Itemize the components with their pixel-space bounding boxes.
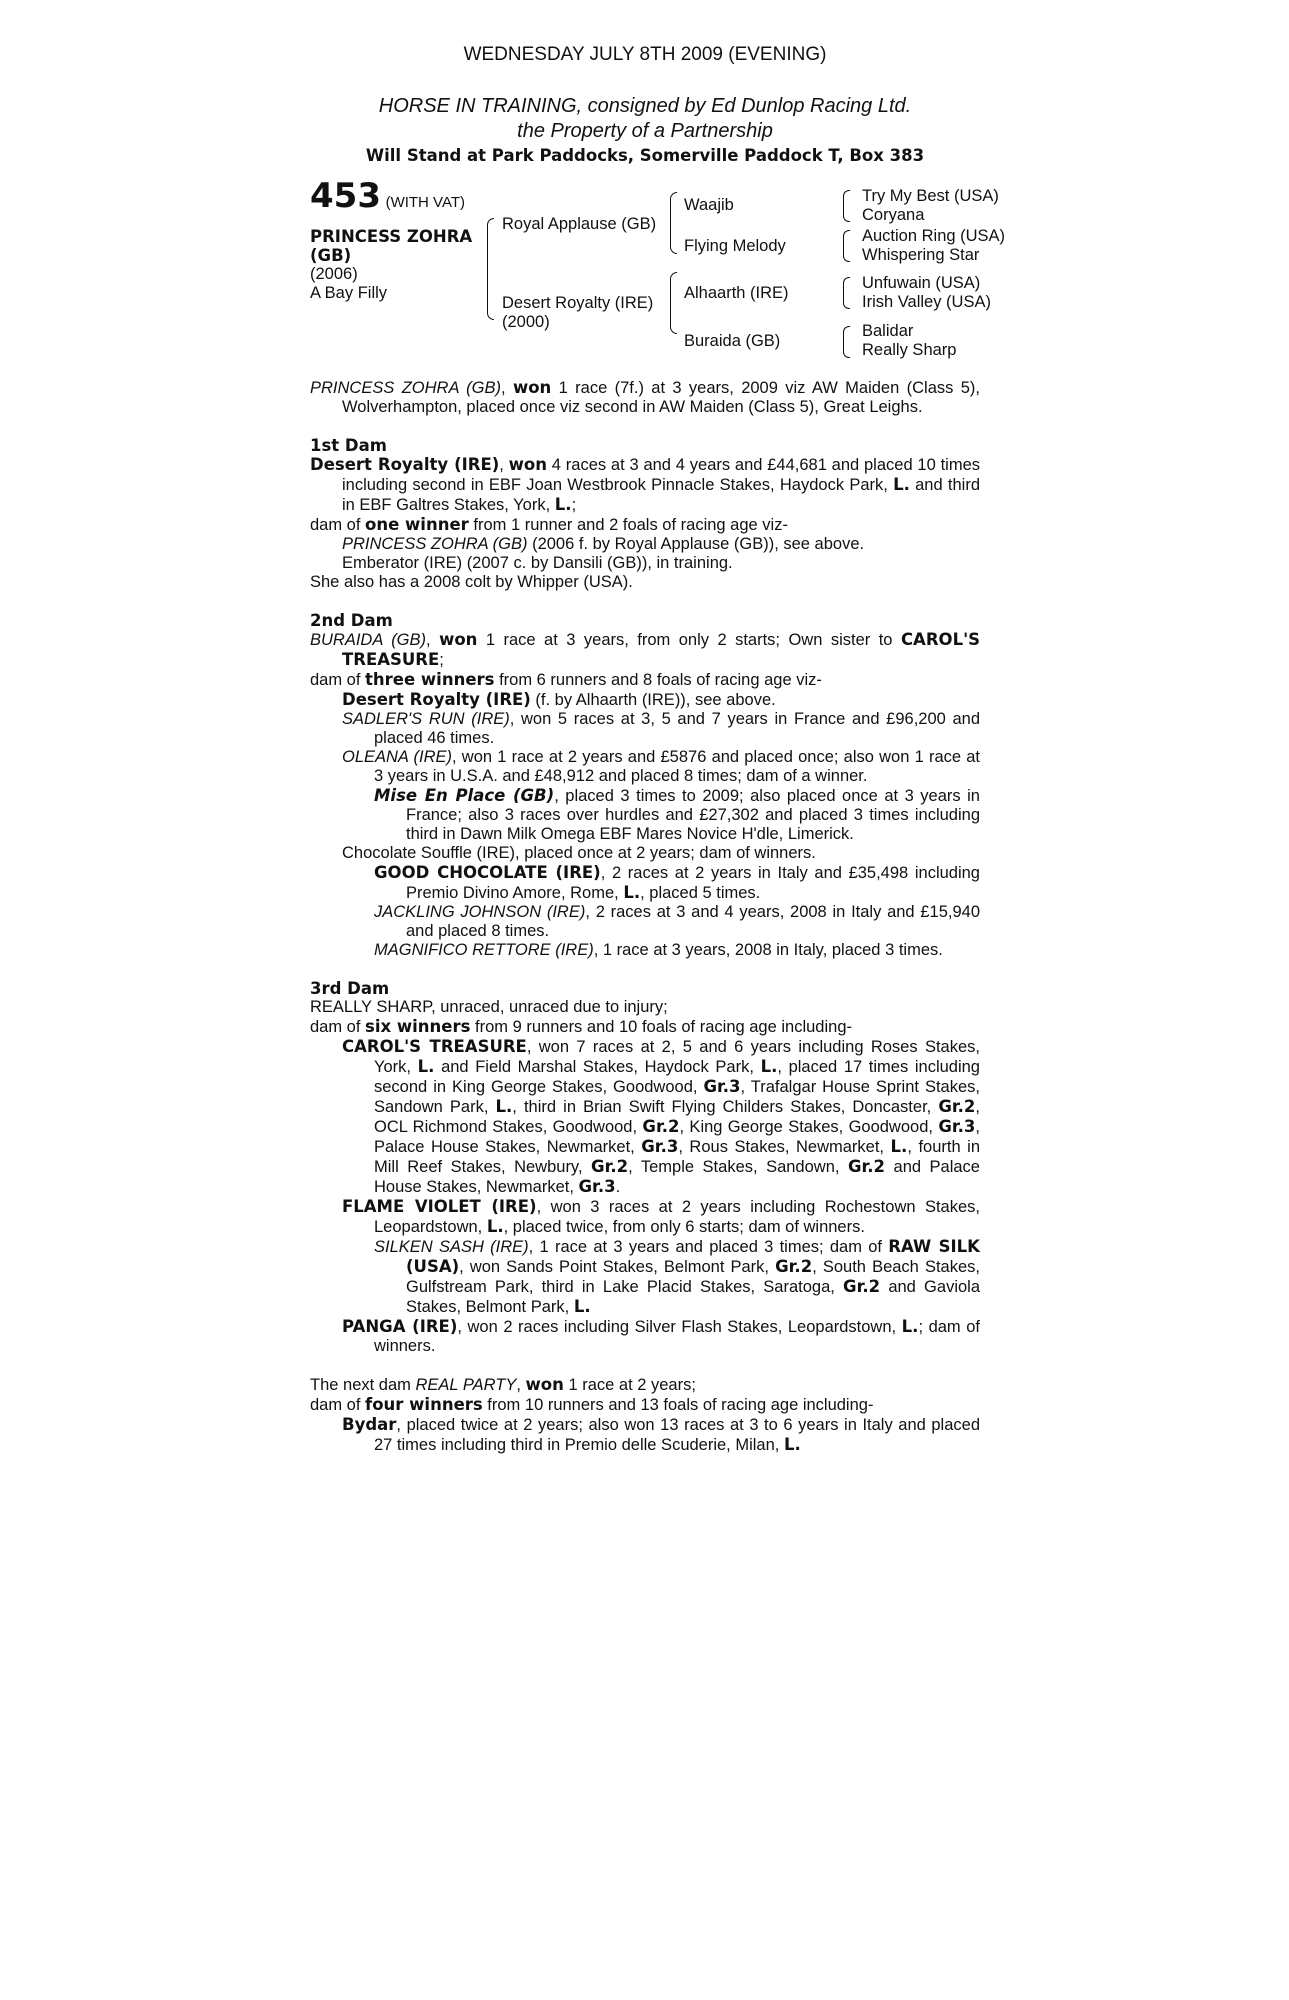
consignor-line: HORSE IN TRAINING, consigned by Ed Dunlop Racing Ltd. (378, 95, 912, 117)
second-dam-record: BURAIDA (GB), won 1 race at 3 years, from only 2 starts; Own sister to CAROL'S TREASURE; (310, 630, 981, 669)
pedigree-brace-7 (843, 326, 850, 358)
next-dam-record: The next dam REAL PARTY, won 1 race at 2 years; (310, 1375, 696, 1394)
sale-date: WEDNESDAY JULY 8TH 2009 (EVENING) (463, 44, 827, 65)
first-dam-heading: 1st Dam (310, 436, 387, 455)
ggp-3: Auction Ring (USA) (862, 227, 1006, 245)
second-dam-grand-progeny-4: MAGNIFICO RETTORE (IRE), 1 race at 3 years, 2008 in Italy, placed 3 times. (374, 941, 943, 959)
horse-name-line2: (GB) (310, 246, 352, 265)
pedigree-brace-6 (843, 277, 850, 309)
second-dam-grand-progeny-2: GOOD CHOCOLATE (IRE), 2 races at 2 years in Italy and £35,498 including Premio Divino Amore, Rome, L., placed 5 times. (374, 863, 980, 902)
third-dam-progeny-1: CAROL'S TREASURE, won 7 races at 2, 5 and 6 years including Roses Stakes, York, L. and Field Marshal Stakes, Haydock Park, L., placed 17 times including second in King George Stakes, Goodwood, Gr.3, Trafalgar House Sprint Stakes, Sandown Park, L., third in Brian Swift Flying Childers Stakes, Doncaster, Gr.2, OCL Richmond Stakes, Goodwood, Gr.2, King George Stakes, Goodwood, Gr.3, Palace House Stakes, Newmarket, Gr.3, Rous Stakes, Newmarket, L., fourth in Mill Reef Stakes, Newbury, Gr.2, Temple Stakes, Sandown, Gr.2 and Palace House Stakes, Newmarket, Gr.3. (342, 1037, 980, 1196)
vat-note: (WITH VAT) (385, 194, 466, 211)
ggp-1: Try My Best (USA) (862, 187, 999, 205)
third-dam-produce: dam of six winners from 9 runners and 10 foals of racing age including- (310, 1017, 852, 1036)
ggp-8: Really Sharp (862, 341, 957, 359)
third-dam-progeny-3: PANGA (IRE), won 2 races including Silver Flash Stakes, Leopardstown, L.; dam of winners. (342, 1317, 980, 1355)
dam: Desert Royalty (IRE) (502, 294, 654, 312)
property-line: the Property of a Partnership (517, 120, 773, 142)
race-record: PRINCESS ZOHRA (GB), won 1 race (7f.) at 3 years, 2009 viz AW Maiden (Class 5), Wolverhampton, placed once viz second in AW Maiden (Class 5), Great Leighs. (310, 378, 980, 416)
second-dam-produce: dam of three winners from 6 runners and 8 foals of racing age viz- (310, 670, 822, 689)
horse-year: (2006) (310, 265, 358, 283)
second-dam-heading: 2nd Dam (310, 611, 393, 630)
ggp-5: Unfuwain (USA) (862, 274, 981, 292)
second-dam-progeny-4: Chocolate Souffle (IRE), placed once at 2 years; dam of winners. (342, 844, 816, 862)
pedigree-brace-1 (487, 218, 494, 320)
second-dam-grand-progeny-1: Mise En Place (GB), placed 3 times to 2009; also placed once at 3 years in France; also 3 races over hurdles and £27,302 and placed 3 times including third in Dawn Milk Omega EBF Mares Novice H'dle, Limerick. (374, 786, 980, 843)
first-dam-progeny-2: Emberator (IRE) (2007 c. by Dansili (GB)), in training. (342, 554, 733, 572)
second-dam-progeny-2: SADLER'S RUN (IRE), won 5 races at 3, 5 and 7 years in France and £96,200 and placed 46 times. (342, 710, 980, 747)
catalogue-body (310, 378, 980, 1455)
sire-dam: Flying Melody (684, 237, 786, 255)
third-dam-heading: 3rd Dam (310, 979, 390, 998)
sire-sire: Waajib (684, 196, 734, 214)
dam-dam: Buraida (GB) (684, 332, 781, 350)
stand-line: Will Stand at Park Paddocks, Somerville Paddock T, Box 383 (365, 146, 925, 165)
third-dam-record: REALLY SHARP, unraced, unraced due to injury; (310, 998, 668, 1016)
first-dam-record: Desert Royalty (IRE), won 4 races at 3 and 4 years and £44,681 and placed 10 times including second in EBF Joan Westbrook Pinnacle Stakes, Haydock Park, L. and third in EBF Galtres Stakes, York, L.; (310, 455, 981, 514)
next-dam-progeny-1: Bydar, placed twice at 2 years; also won 13 races at 3 to 6 years in Italy and placed 27 times including third in Premio delle Scuderie, Milan, L. (342, 1415, 980, 1454)
dam-sire: Alhaarth (IRE) (684, 284, 789, 302)
horse-name-line1: PRINCESS ZOHRA (310, 227, 473, 246)
sire: Royal Applause (GB) (502, 215, 657, 233)
second-dam-progeny-1: Desert Royalty (IRE) (f. by Alhaarth (IRE)), see above. (342, 690, 776, 709)
pedigree-brace-5 (843, 230, 850, 262)
lot-block (310, 176, 466, 216)
third-dam-progeny-2: FLAME VIOLET (IRE), won 3 races at 2 years including Rochestown Stakes, Leopardstown, L., placed twice, from only 6 starts; dam of winners. (342, 1197, 980, 1236)
ggp-7: Balidar (862, 322, 914, 340)
first-dam-also: She also has a 2008 colt by Whipper (USA). (310, 573, 633, 591)
ggp-2: Coryana (862, 206, 925, 224)
horse-description: A Bay Filly (310, 284, 388, 302)
pedigree-brace-4 (843, 190, 850, 222)
pedigree-brace-2 (670, 192, 677, 254)
third-dam-grand-progeny-1: SILKEN SASH (IRE), 1 race at 3 years and placed 3 times; dam of RAW SILK (USA), won Sands Point Stakes, Belmont Park, Gr.2, South Beach Stakes, Gulfstream Park, third in Lake Placid Stakes, Saratoga, Gr.2 and Gaviola Stakes, Belmont Park, L. (374, 1237, 980, 1316)
dam-year: (2000) (502, 313, 550, 331)
pedigree-brace-3 (670, 272, 677, 334)
ggp-4: Whispering Star (862, 246, 980, 264)
next-dam-produce: dam of four winners from 10 runners and 13 foals of racing age including- (310, 1395, 874, 1414)
first-dam-produce: dam of one winner from 1 runner and 2 foals of racing age viz- (310, 515, 788, 534)
first-dam-progeny-1: PRINCESS ZOHRA (GB) (2006 f. by Royal Applause (GB)), see above. (342, 535, 865, 553)
second-dam-progeny-3: OLEANA (IRE), won 1 race at 2 years and £5876 and placed once; also won 1 race at 3 years in U.S.A. and £48,912 and placed 8 times; dam of a winner. (342, 748, 980, 785)
ggp-6: Irish Valley (USA) (862, 293, 991, 311)
lot-number: 453 (310, 176, 381, 216)
second-dam-grand-progeny-3: JACKLING JOHNSON (IRE), 2 races at 3 and 4 years, 2008 in Italy and £15,940 and placed 8 times. (374, 903, 980, 940)
